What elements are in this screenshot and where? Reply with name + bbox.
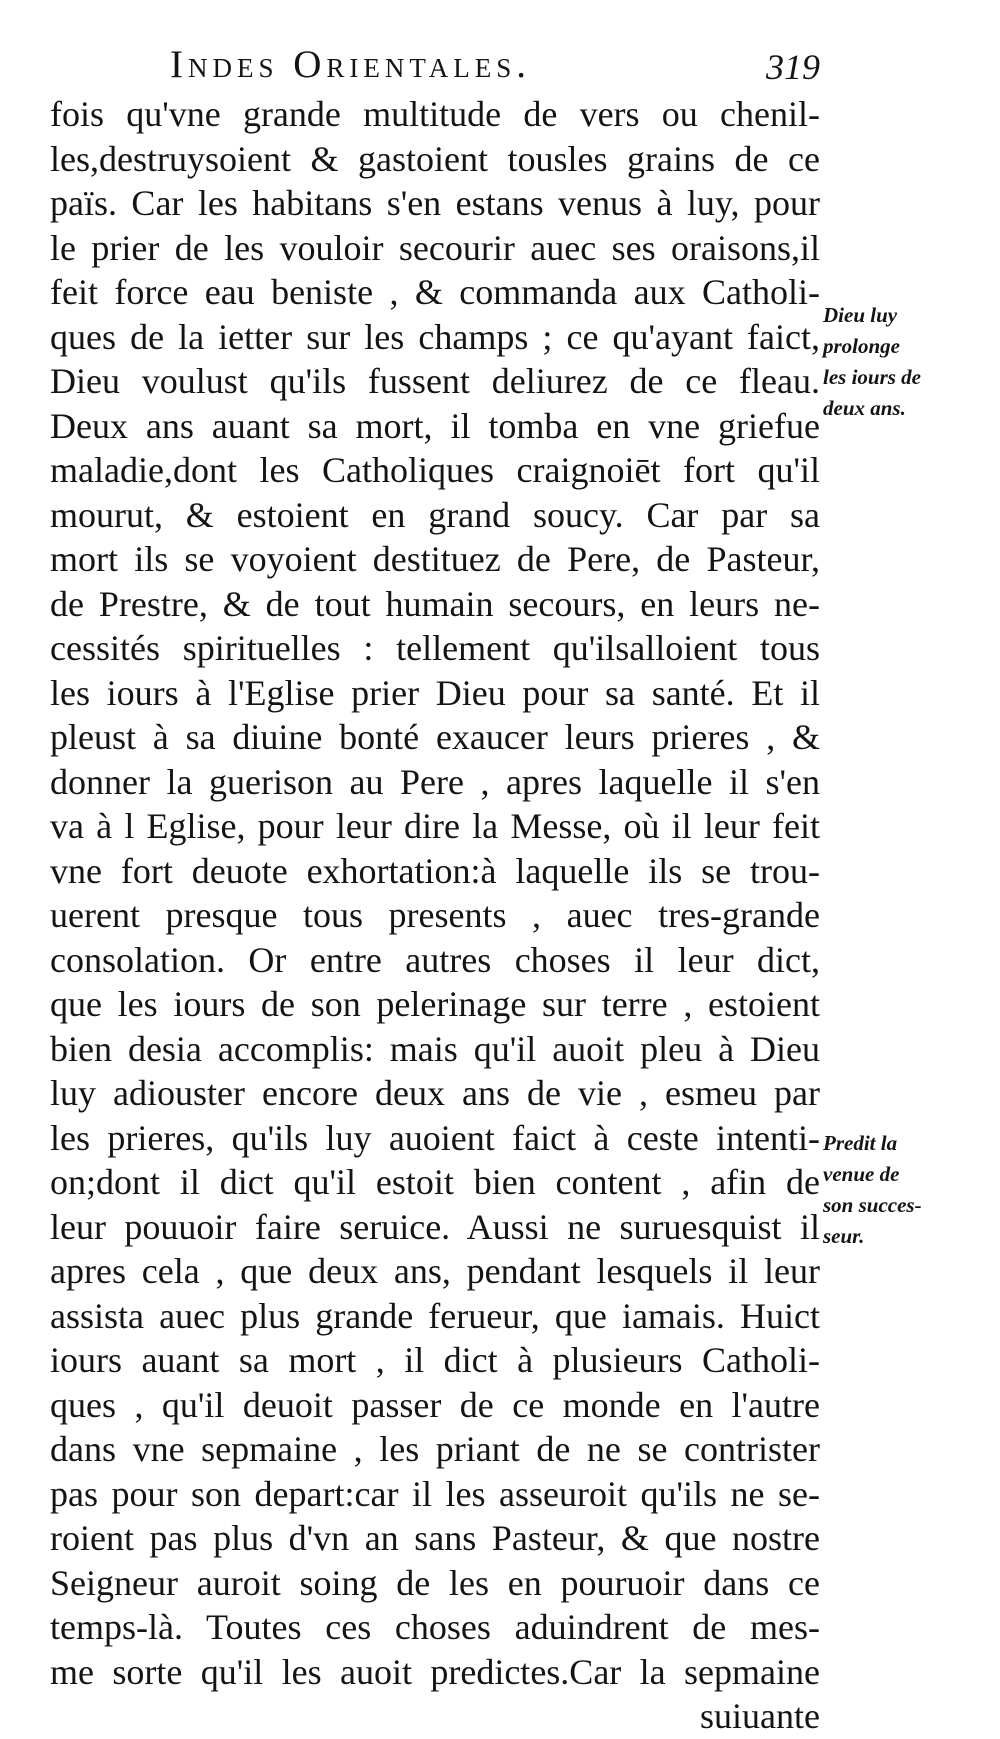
text-line: uerent presque tous presents , auec tres-grande	[50, 895, 820, 935]
text-line: vne fort deuote exhortation:à laquelle ils se trou-	[50, 850, 820, 891]
marginal-note-line: venue de	[823, 1162, 900, 1186]
text-line: va à l Eglise, pour leur dire la Messe, où il leur feit	[50, 806, 820, 846]
text-line: iours auant sa mort , il dict à plusieurs Catholi-	[50, 1340, 820, 1380]
text-line: me sorte qu'il les auoit predictes.Car la sepmaine	[50, 1651, 820, 1692]
text-line: roient pas plus d'vn an sans Pasteur, & que nostre	[50, 1518, 820, 1558]
text-line: pleust à sa diuine bonté exaucer leurs prieres , &	[50, 717, 820, 757]
text-line: luy adiouster encore deux ans de vie , esmeu par	[50, 1073, 820, 1113]
text-line: ques de la ietter sur les champs ; ce qu'ayant faict,	[50, 316, 820, 357]
page-number: 319	[766, 47, 820, 87]
catchword: suiuante	[700, 1696, 820, 1736]
text-line: le prier de les vouloir secourir auec ses oraisons,il	[50, 227, 820, 268]
text-line: leur pouuoir faire seruice. Aussi ne suruesquist il	[50, 1206, 820, 1247]
text-line: que les iours de son pelerinage sur terre , estoient	[50, 984, 820, 1024]
text-line: païs. Car les habitans s'en estans venus à luy, pour	[50, 183, 820, 223]
text-line: pas pour son depart:car il les asseuroit qu'ils ne se-	[50, 1473, 820, 1514]
text-line: les prieres, qu'ils luy auoient faict à ceste intenti-	[50, 1117, 820, 1158]
running-title: Indes Orientales.	[170, 43, 531, 86]
text-line: donner la guerison au Pere , apres laquelle il s'en	[50, 761, 820, 802]
text-line: bien desia accomplis: mais qu'il auoit pleu à Dieu	[50, 1028, 820, 1069]
text-line: feit force eau beniste , & commanda aux Catholi-	[50, 272, 820, 312]
text-line: maladie,dont les Catholiques craignoiēt fort qu'il	[50, 450, 820, 490]
marginal-note-line: deux ans.	[823, 396, 906, 420]
text-line: de Prestre, & de tout humain secours, en leurs ne-	[50, 583, 820, 624]
text-line: cessités spirituelles : tellement qu'ilsalloient tous	[50, 628, 820, 668]
text-line: mort ils se voyoient destituez de Pere, de Pasteur,	[50, 539, 820, 579]
text-line: les,destruysoient & gastoient tousles grains de ce	[50, 138, 820, 179]
marginal-note-line: Predit la	[823, 1131, 898, 1155]
text-line: temps-là. Toutes ces choses aduindrent de mes-	[50, 1607, 820, 1647]
marginal-note	[823, 300, 973, 424]
marginal-note	[823, 1128, 973, 1252]
text-line: mourut, & estoient en grand soucy. Car par sa	[50, 494, 820, 535]
text-line: assista auec plus grande ferueur, que iamais. Huict	[50, 1295, 820, 1336]
main-text-block	[50, 92, 820, 1739]
marginal-note-line: son succes-	[823, 1193, 922, 1217]
running-head	[50, 42, 820, 92]
text-line: Seigneur auroit soing de les en pouruoir dans ce	[50, 1562, 820, 1603]
marginal-note-line: seur.	[823, 1224, 865, 1248]
marginal-note-line: Dieu luy	[823, 303, 898, 327]
text-line: fois qu'vne grande multitude de vers ou chenil-	[50, 94, 820, 134]
text-line: apres cela , que deux ans, pendant lesquels il leur	[50, 1251, 820, 1291]
text-line: on;dont il dict qu'il estoit bien content , afin de	[50, 1162, 820, 1202]
text-line: Dieu voulust qu'ils fussent deliurez de ce fleau.	[50, 361, 820, 401]
marginal-note-line: prolonge	[823, 334, 901, 358]
text-line: Deux ans auant sa mort, il tomba en vne griefue	[50, 405, 820, 446]
text-line: dans vne sepmaine , les priant de ne se contrister	[50, 1429, 820, 1469]
text-line: ques , qu'il deuoit passer de ce monde en l'autre	[50, 1384, 820, 1425]
text-line: consolation. Or entre autres choses il leur dict,	[50, 939, 820, 980]
marginal-note-line: les iours de	[823, 365, 922, 389]
text-line: les iours à l'Eglise prier Dieu pour sa santé. Et il	[50, 672, 820, 713]
